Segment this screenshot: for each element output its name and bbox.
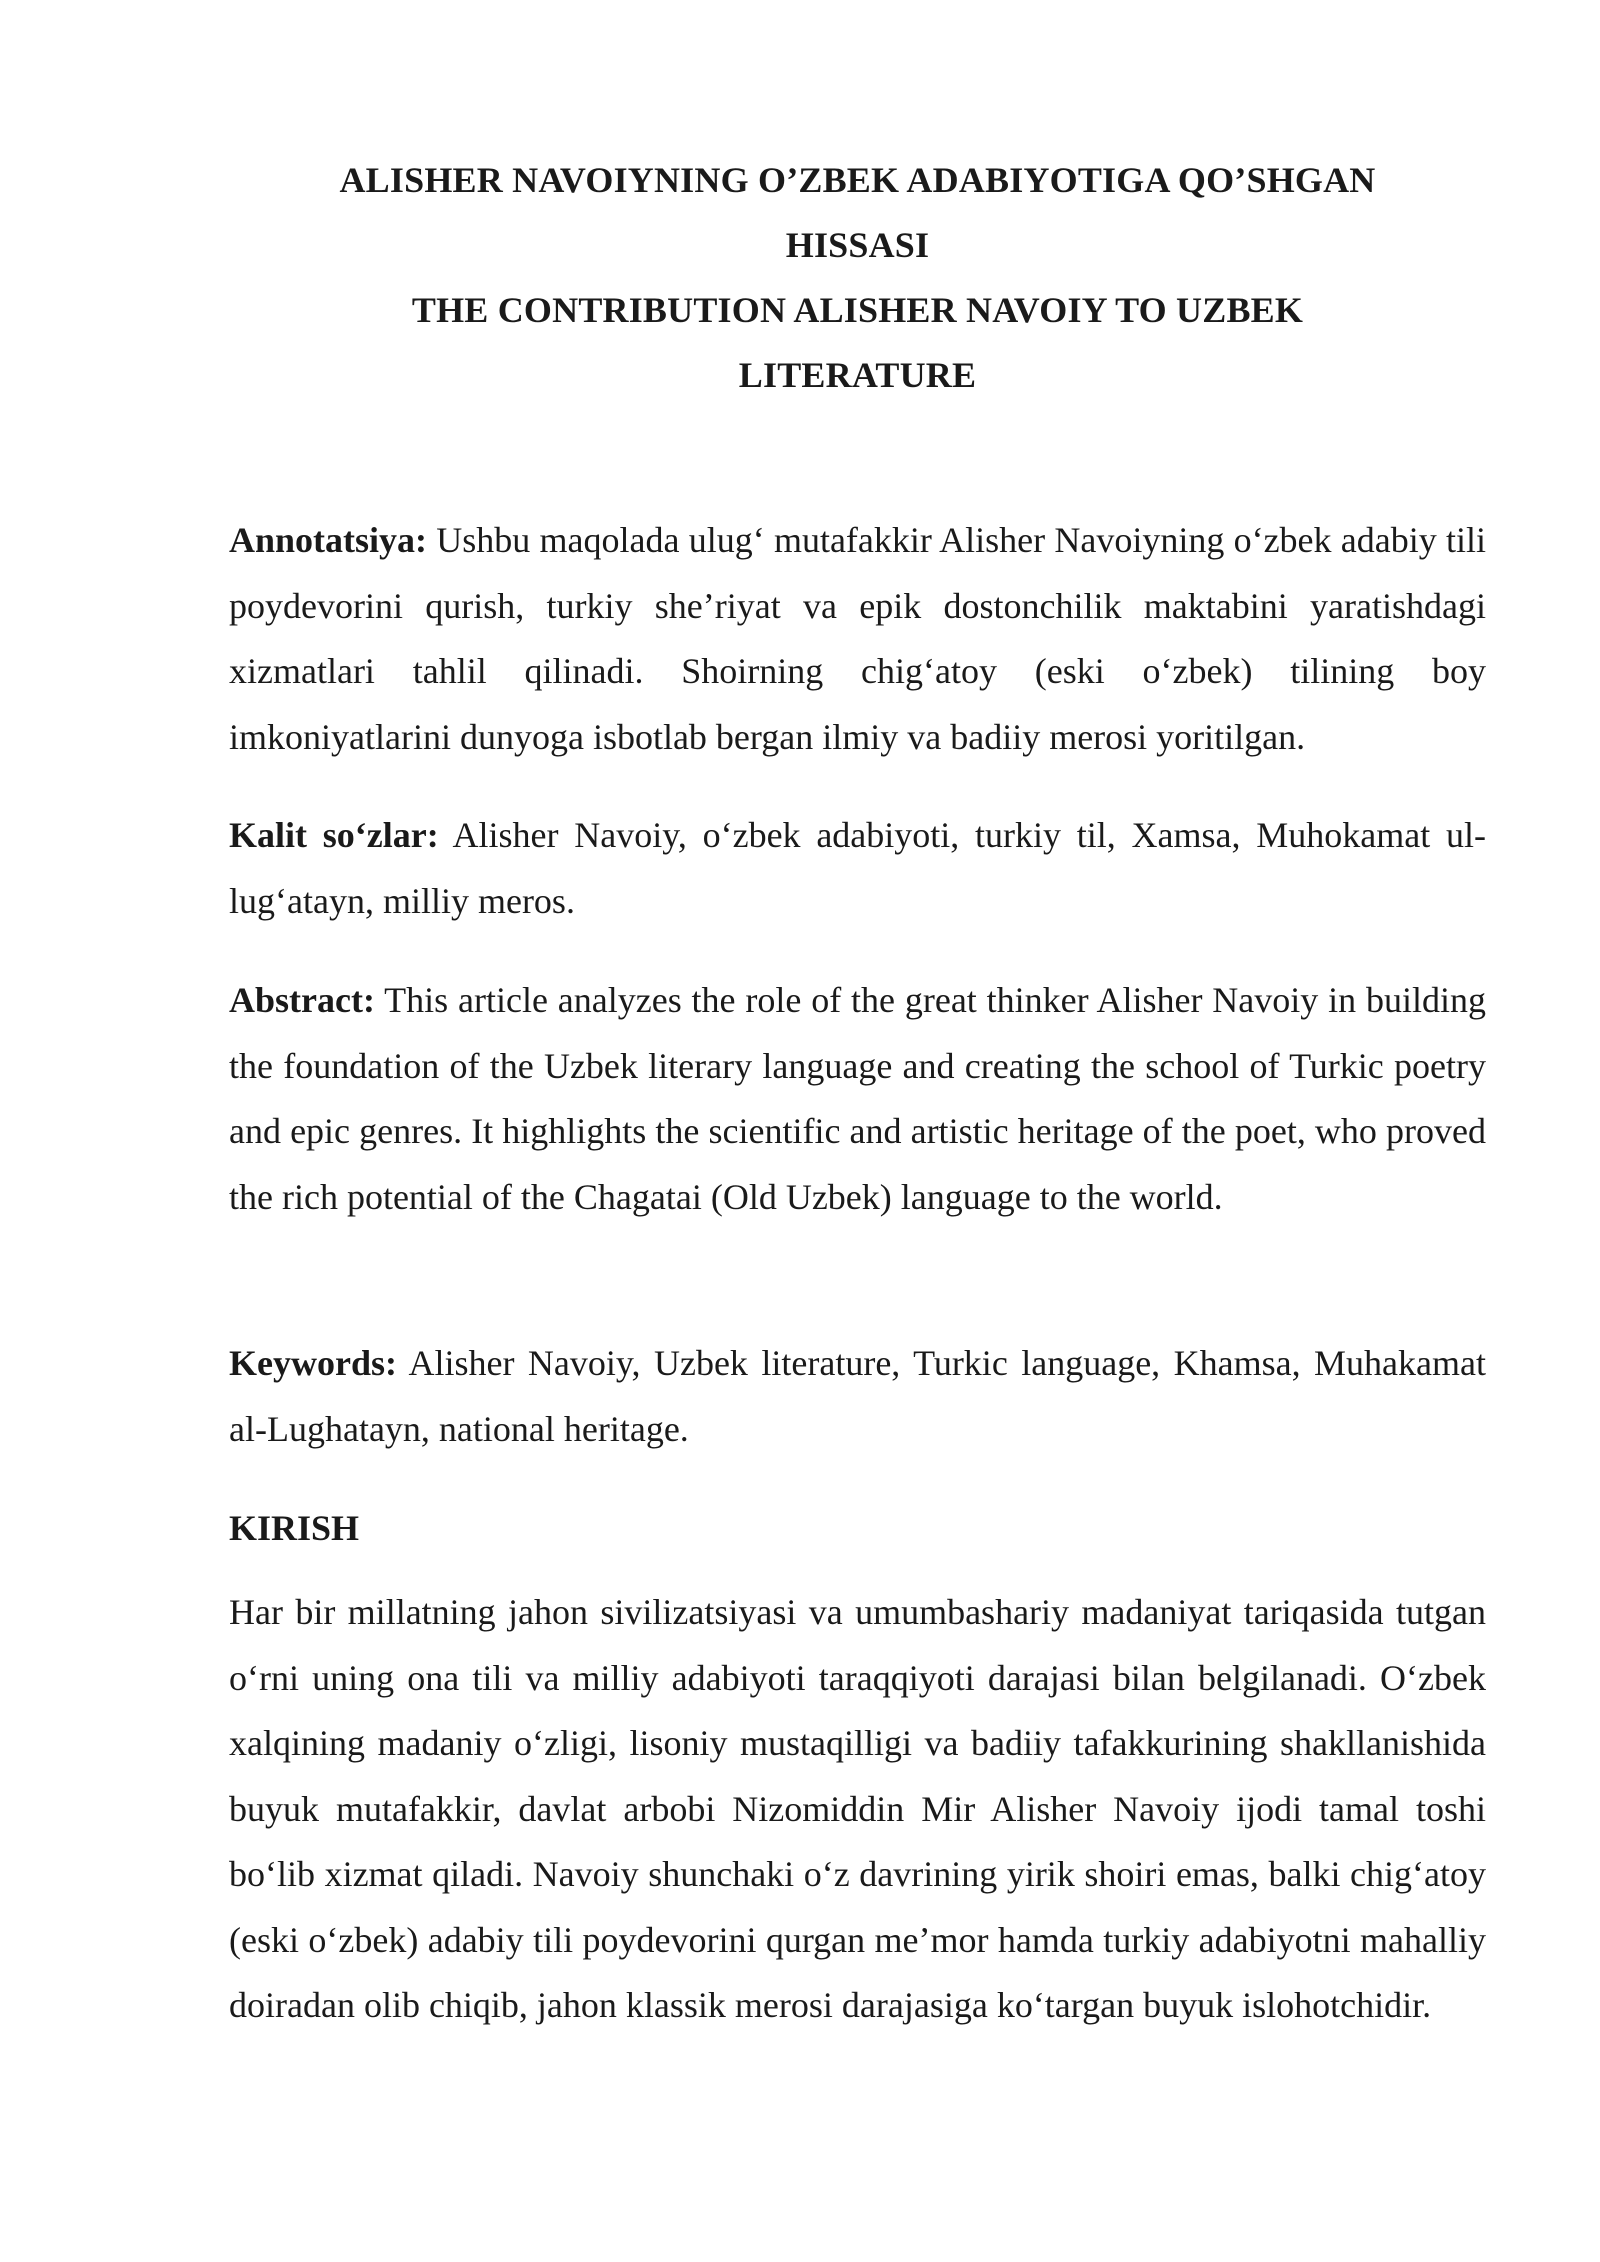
kalit-sozlar-label: Kalit soʻzlar:	[229, 815, 439, 855]
article-title	[229, 148, 1486, 408]
keywords-paragraph	[229, 1331, 1486, 1462]
kirish-paragraph: Har bir millatning jahon sivilizatsiyasi va umumbashariy madaniyat tariqasida tutgan oʻrni uning ona tili va milliy adabiyoti taraqqiyoti darajasi bilan belgilanadi. Oʻzbek xalqining madaniy oʻzligi, lisoniy mustaqilligi va badiiy tafakkurining shakllanishida buyuk mutafakkir, davlat arbobi Nizomiddin Mir Alisher Navoiy ijodi tamal toshi boʻlib xizmat qiladi. Navoiy shunchaki oʻz davrining yirik shoiri emas, balki chigʻatoy (eski oʻzbek) adabiy tili poydevorini qurgan meʼmor hamda turkiy adabiyotni mahalliy doiradan olib chiqib, jahon klassik merosi darajasiga koʻtargan buyuk islohotchidir.	[229, 1592, 1486, 2025]
kalit-sozlar-paragraph	[229, 803, 1486, 934]
keywords-text: Alisher Navoiy, Uzbek literature, Turkic language, Khamsa, Muhakamat al-Lughatayn, national heritage.	[229, 1343, 1486, 1449]
abstract-label: Abstract:	[229, 980, 375, 1020]
kirish-heading: KIRISH	[229, 1508, 360, 1548]
annotatsiya-label: Annotatsiya:	[229, 520, 428, 560]
annotatsiya-paragraph	[229, 508, 1486, 770]
title-en-line-1: THE CONTRIBUTION ALISHER NAVOIY TO UZBEK	[411, 290, 1304, 330]
title-uz-line-2: HISSASI	[785, 225, 930, 265]
abstract-text: This article analyzes the role of the great thinker Alisher Navoiy in building the foundation of the Uzbek literary language and creating the school of Turkic poetry and epic genres. It highlights the scientific and artistic heritage of the poet, who proved the rich potential of the Chagatai (Old Uzbek) language to the world.	[229, 980, 1486, 1217]
keywords-label: Keywords:	[229, 1343, 397, 1383]
title-uz-line-1: ALISHER NAVOIYNING O’ZBEK ADABIYOTIGA QO’SHGAN	[339, 160, 1376, 200]
kalit-sozlar-text: Alisher Navoiy, oʻzbek adabiyoti, turkiy til, Xamsa, Muhokamat ul-lugʻatayn, milliy meros.	[229, 815, 1486, 921]
abstract-paragraph	[229, 968, 1486, 1230]
annotatsiya-text: Ushbu maqolada ulugʻ mutafakkir Alisher Navoiyning oʻzbek adabiy tili poydevorini qurish, turkiy sheʼriyat va epik dostonchilik maktabini yaratishdagi xizmatlari tahlil qilinadi. Shoirning chigʻatoy (eski oʻzbek) tilining boy imkoniyatlarini dunyoga isbotlab bergan ilmiy va badiiy merosi yoritilgan.	[229, 520, 1486, 757]
title-en-line-2: LITERATURE	[738, 355, 977, 395]
